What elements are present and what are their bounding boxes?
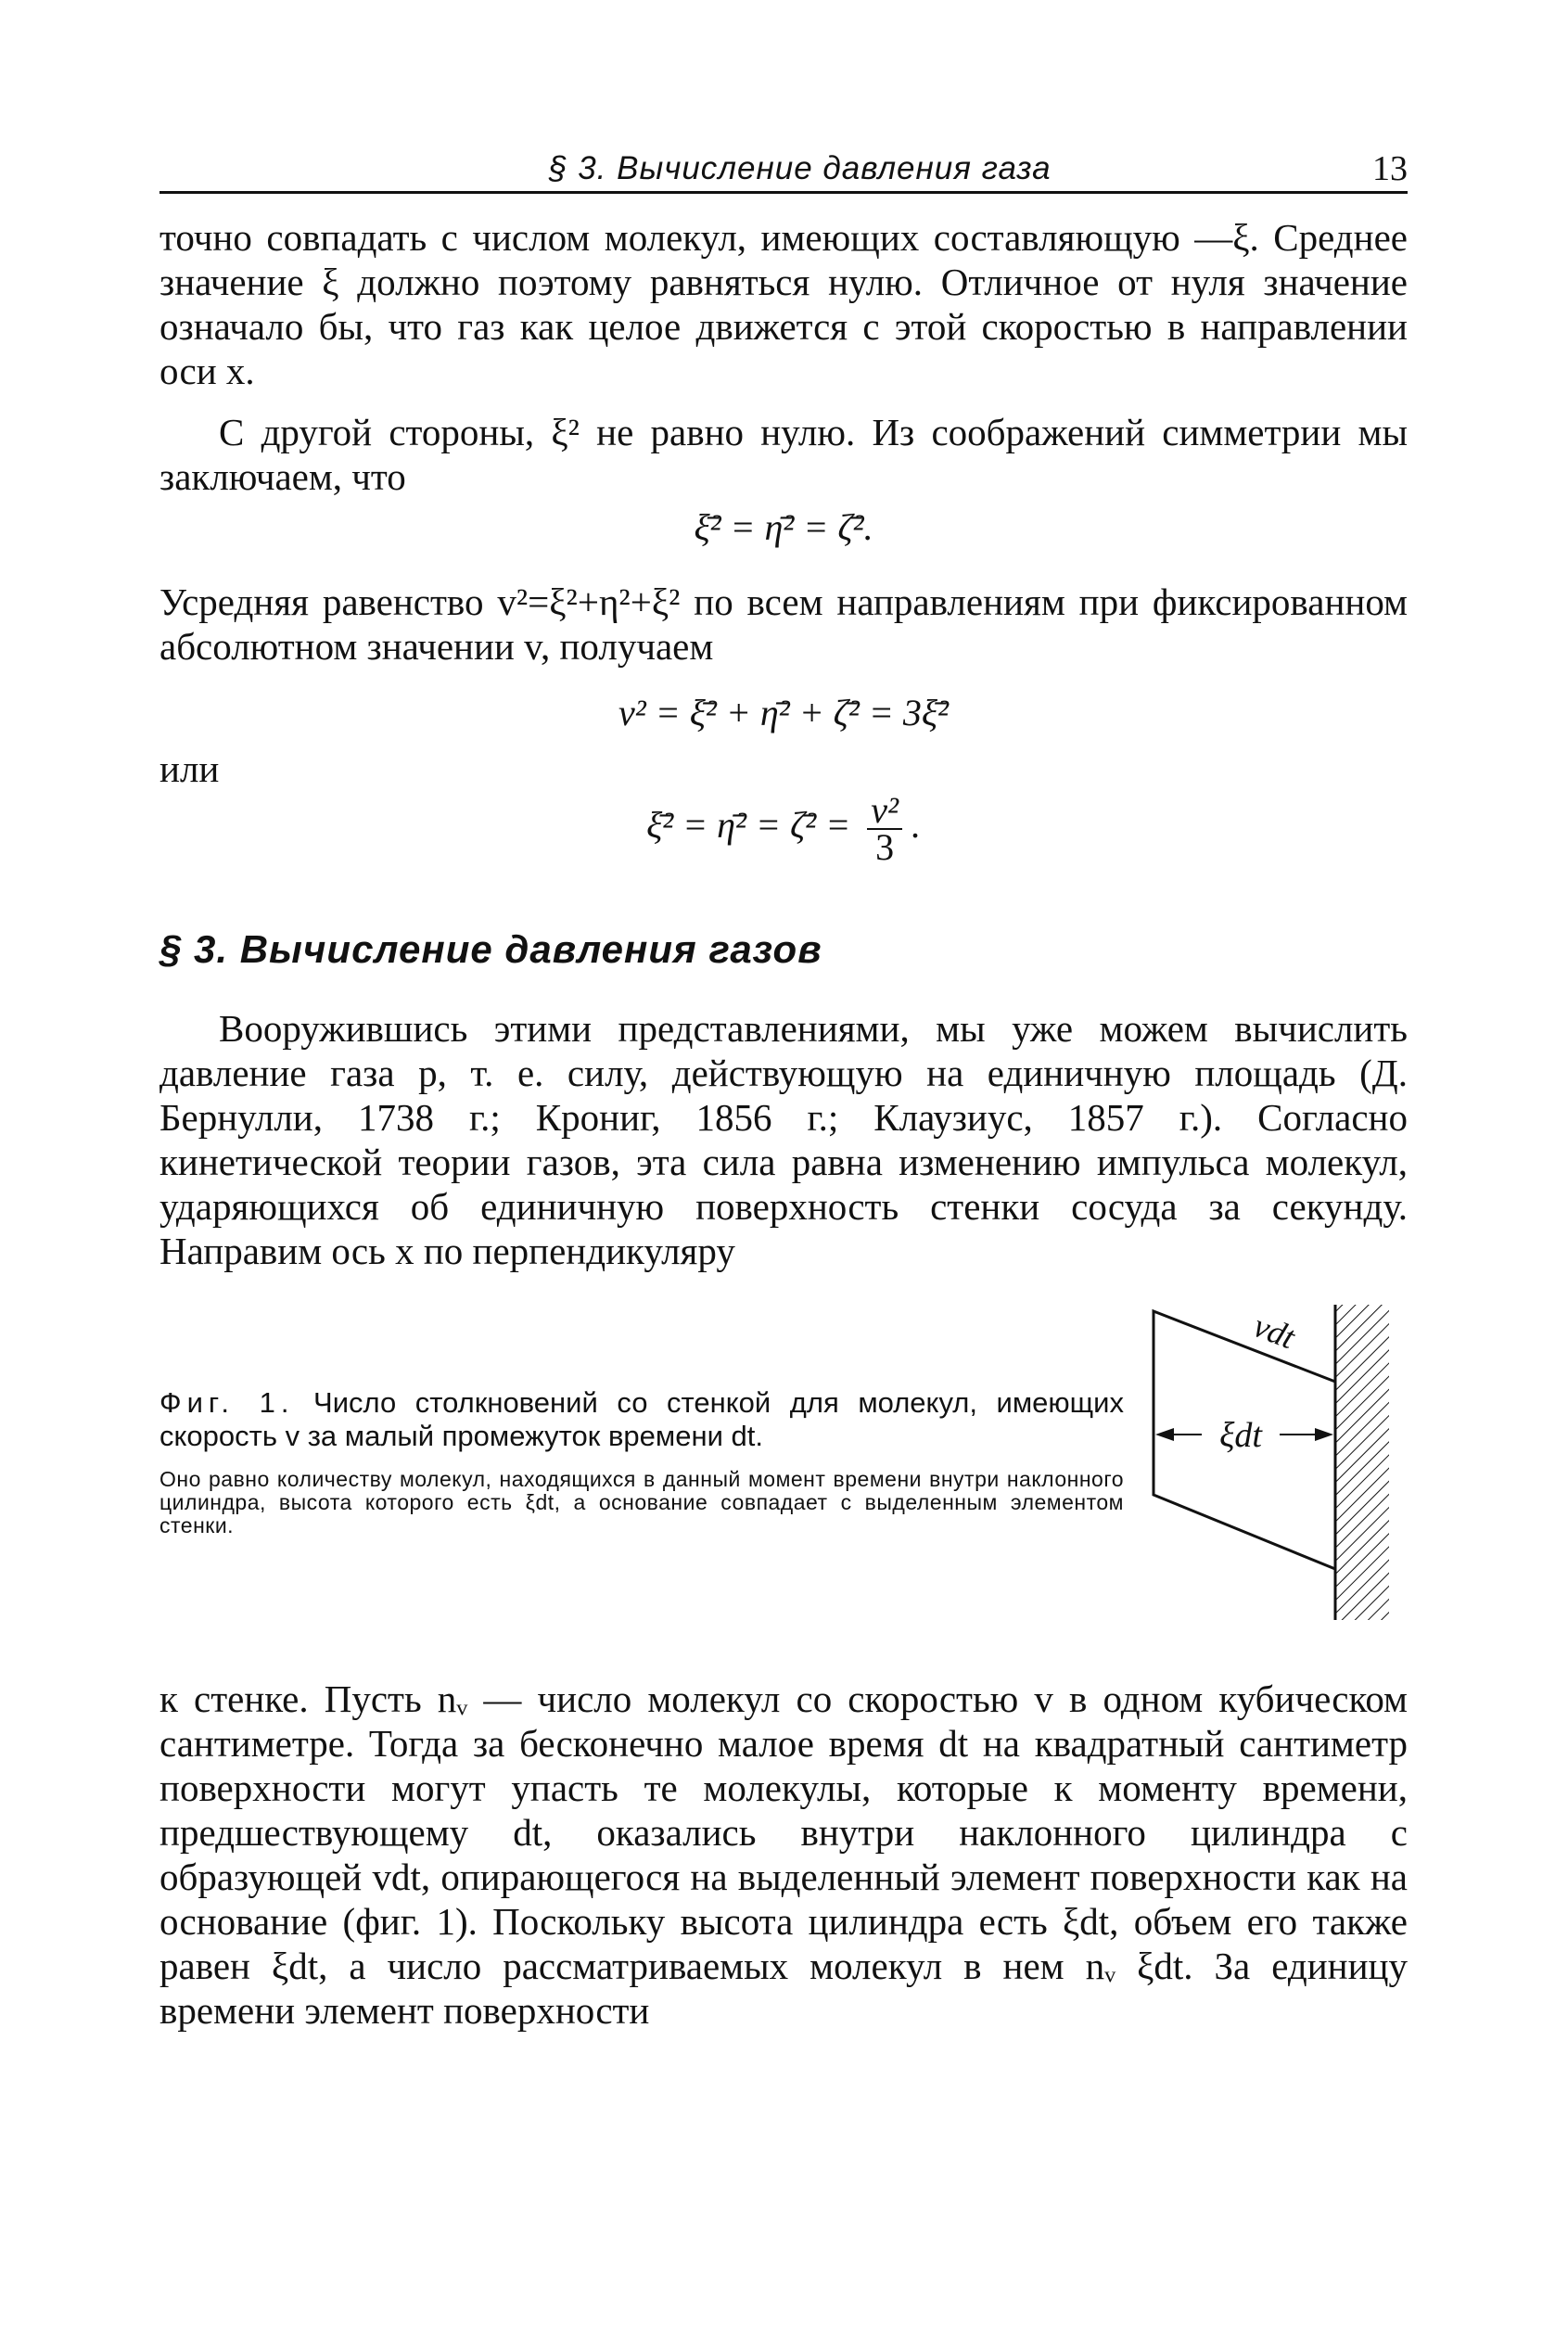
equation-symmetry: ξ̄² = η̄² = ζ̄². — [694, 506, 873, 548]
fraction — [867, 789, 902, 868]
equation-lhs: ξ̄² = η̄² = ζ̄² = — [646, 804, 851, 847]
label-vdt: vdt — [1248, 1307, 1300, 1357]
equation-component-mean — [159, 789, 1408, 868]
equation-average-velocity: v² = ξ̄² + η̄² + ζ̄² = 3ξ̄² — [618, 692, 949, 733]
arrow-right-icon — [1315, 1428, 1333, 1441]
figure-caption-note: Оно равно количеству молекул, находящихся в данный момент времени внутри наклонного цилиндра, высота которого есть ξdt, а основание совпадает с выделенным элементом стенки. — [159, 1467, 1124, 1537]
fraction-denominator: 3 — [875, 826, 895, 868]
running-title: § 3. Вычисление давления газа — [549, 150, 1052, 186]
fraction-numerator: v² — [867, 793, 902, 830]
figure-caption — [159, 1386, 1124, 1453]
section-heading: § 3. Вычисление давления газов — [159, 927, 822, 971]
word-ili: или — [159, 747, 220, 790]
figure-wall-cylinder — [1150, 1300, 1419, 1634]
figure-caption-text: Число столкновений со стенкой для молекул, имеющих скорость v за малый промежуток времени dt. — [159, 1386, 1124, 1452]
paragraph-3: Усредняя равенство v²=ξ²+η²+ξ² по всем направлениям при фиксированном абсолютном значении v, получаем — [159, 580, 1408, 668]
arrow-left-icon — [1155, 1428, 1174, 1441]
wall-hatching — [1335, 1305, 1389, 1620]
paragraph-1: точно совпадать с числом молекул, имеющих составляющую —ξ. Среднее значение ξ должно поэтому равняться нулю. Отличное от нуля значение означало бы, что газ как целое движется с этой скоростью в направлении оси x. — [159, 216, 1408, 392]
paragraph-5: к стенке. Пусть nᵥ — число молекул со скоростью v в одном кубическом сантиметре. Тогда за бесконечно малое время dt на квадратный сантиметр поверхности могут упасть те молекулы, которые к моменту времени, предшествующему dt, оказались внутри наклонного цилиндра с образующей vdt, опирающегося на выделенный элемент поверхности как на основание (фиг. 1). Поскольку высота цилиндра есть ξdt, объем его также равен ξdt, а число рассматриваемых молекул в нем nᵥ ξdt. За единицу времени элемент поверхности — [159, 1677, 1408, 2032]
figure-caption-label: Фиг. 1. — [159, 1386, 295, 1419]
label-xidt: ξdt — [1219, 1416, 1262, 1455]
equation-end-dot: . — [911, 804, 921, 847]
paragraph-4: Вооружившись этими представлениями, мы уже можем вычислить давление газа p, т. е. силу, действующую на единичную площадь (Д. Бернулли, 1738 г.; Крониг, 1856 г.; Клаузиус, 1857 г.). Согласно кинетической теории газов, эта сила равна изменению импульса молекул, ударяющихся об единичную поверхность стенки сосуда за секунду. Направим ось x по перпендикуляру — [159, 1007, 1408, 1272]
running-header — [159, 139, 1408, 194]
paragraph-2: С другой стороны, ξ² не равно нулю. Из соображений симметрии мы заключаем, что — [159, 411, 1408, 498]
page-number: 13 — [1372, 149, 1408, 188]
